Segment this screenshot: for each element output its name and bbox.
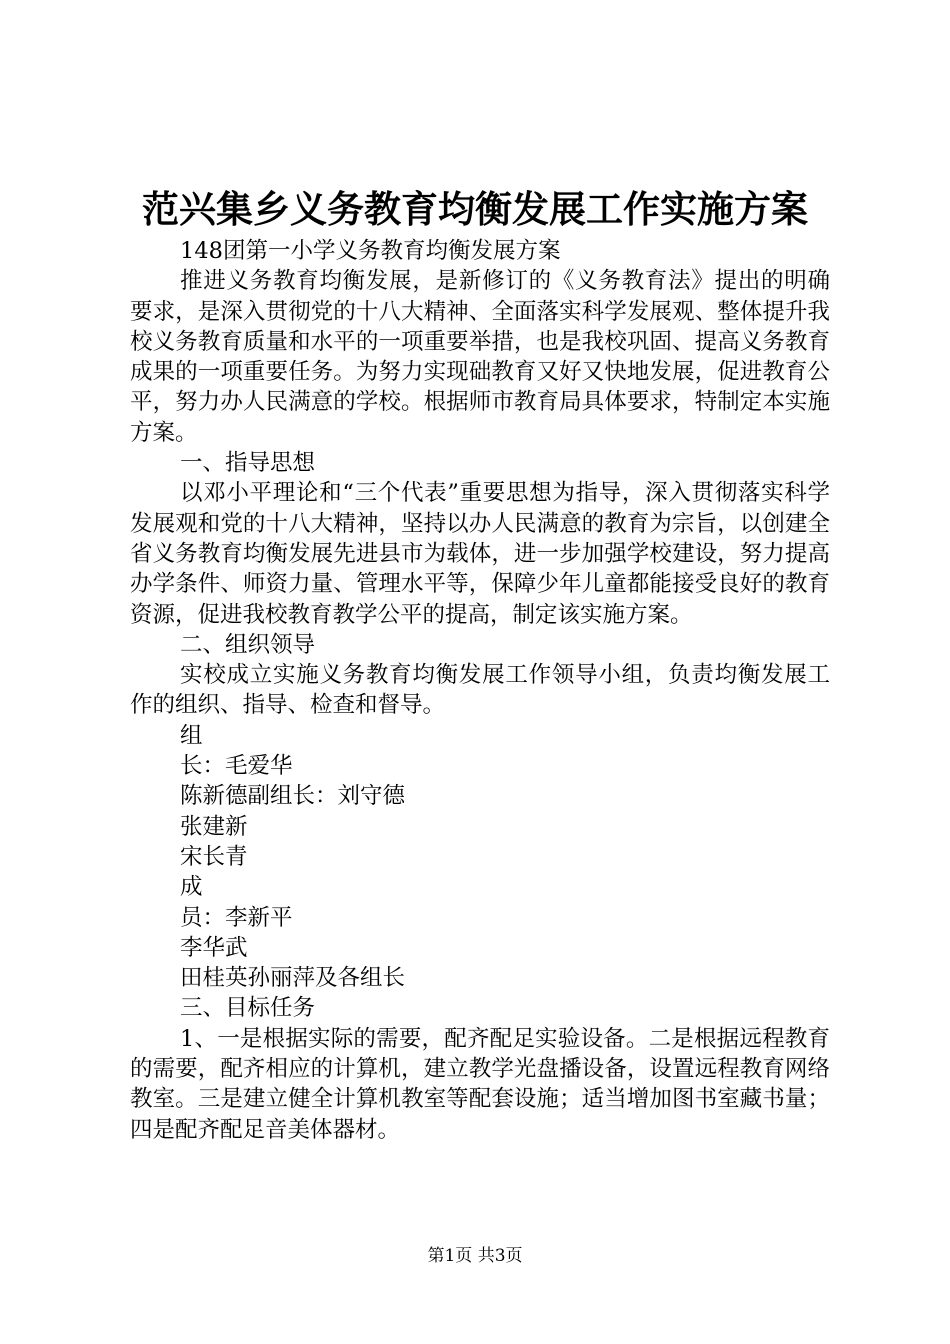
member-line: 陈新德副组长：刘守德 — [180, 783, 406, 810]
document-body — [130, 236, 830, 1145]
guiding-ideology-paragraph: 以邓小平理论和“三个代表”重要思想为指导，深入贯彻落实科学发展观和党的十八大精神，坚持以办人民满意的教育为宗旨，以创建全省义务教育均衡发展先进县市为载体，进一步加强学校建设，努力提高办学条件、师资力量、管理水平等，保障少年儿童都能接受良好的教育资源，促进我校教育教学公平的提高，制定该实施方案。 — [130, 480, 830, 628]
member-line: 员：李新平 — [180, 904, 293, 931]
intro-paragraph: 推进义务教育均衡发展，是新修订的《义务教育法》提出的明确要求，是深入贯彻党的十八大精神、全面落实科学发展观、整体提升我校义务教育质量和水平的一项重要举措，也是我校巩固、提高义务教育成果的一项重要任务。为努力实现础教育又好又快地发展，促进教育公平，努力办人民满意的学校。根据师市教育局具体要求，特制定本实施方案。 — [130, 268, 830, 446]
section-heading-target-tasks: 三、目标任务 — [180, 995, 316, 1022]
page-title: 范兴集乡义务教育均衡发展工作实施方案 — [142, 187, 808, 231]
member-line: 组 — [180, 722, 203, 749]
organization-paragraph: 实校成立实施义务教育均衡发展工作领导小组，负责均衡发展工作的组织、指导、检查和督导。 — [130, 662, 830, 719]
member-line: 长：毛爱华 — [180, 753, 293, 780]
member-line: 宋长青 — [180, 843, 248, 870]
section-heading-guiding-ideology: 一、指导思想 — [180, 450, 316, 477]
member-line: 张建新 — [180, 813, 248, 840]
document-subtitle: 148团第一小学义务教育均衡发展方案 — [180, 238, 561, 264]
member-line: 成 — [180, 874, 203, 901]
page-footer: 第1页 共3页 — [427, 1246, 523, 1266]
target-tasks-paragraph: 1、一是根据实际的需要，配齐配足实验设备。二是根据远程教育的需要，配齐相应的计算机，建立教学光盘播设备，设置远程教育网络教室。三是建立健全计算机教室等配套设施；适当增加图书室藏书量；四是配齐配足音美体器材。 — [130, 1025, 830, 1143]
member-line: 李华武 — [180, 934, 248, 961]
section-heading-organization: 二、组织领导 — [180, 631, 316, 658]
member-line: 田桂英孙丽萍及各组长 — [180, 965, 406, 992]
